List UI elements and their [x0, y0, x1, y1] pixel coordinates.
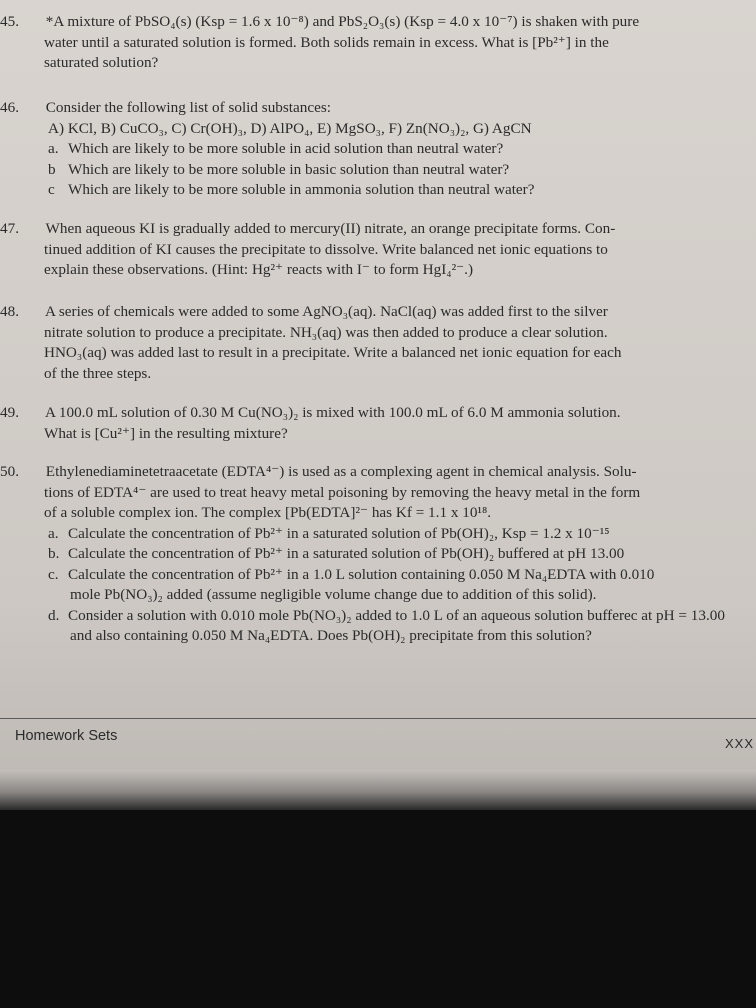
part-label: d.: [48, 606, 60, 624]
problem-part: [22, 160, 752, 181]
footer-section-title: Homework Sets: [15, 728, 118, 744]
problem-line: A series of chemicals were added to some AgNO₃(aq). NaCl(aq) was added first to the silver: [44, 303, 608, 320]
part-text: Calculate the concentration of Pb²⁺ in a saturated solution of Pb(OH)₂ buffered at pH 13.00: [68, 545, 625, 562]
problem-47: [0, 219, 752, 281]
problem-line: water until a saturated solution is formed. Both solids remain in excess. What is [Pb²⁺] in the: [44, 33, 609, 51]
problem-number: 49.: [0, 404, 19, 421]
part-label: b: [48, 160, 56, 178]
problem-line: When aqueous KI is gradually added to mercury(II) nitrate, an orange precipitate forms. Con-: [45, 220, 616, 237]
problem-line: saturated solution?: [44, 54, 159, 71]
substance-list: A) KCl, B) CuCO₃, C) Cr(OH)₃, D) AlPO₄, E) MgSO₃, F) Zn(NO₃)₂, G) AgCN: [48, 119, 532, 137]
part-text: Which are likely to be more soluble in acid solution than neutral water?: [68, 140, 504, 157]
problem-line: tions of EDTA⁴⁻ are used to treat heavy metal poisoning by removing the heavy metal in the form: [44, 483, 641, 501]
problem-49: [0, 403, 752, 444]
problem-line: tinued addition of KI causes the precipitate to dissolve. Write balanced net ionic equations to: [44, 240, 608, 258]
part-text: Which are likely to be more soluble in ammonia solution than neutral water?: [68, 181, 535, 198]
part-text: Calculate the concentration of Pb²⁺ in a 1.0 L solution containing 0.050 M Na₄EDTA with 0.010 mole Pb(NO₃)₂ added (assume negligible volume change due to addition of this solid).: [68, 565, 655, 603]
part-label: c: [48, 181, 55, 198]
problem-48: [0, 302, 752, 384]
problem-line: nitrate solution to produce a precipitate. NH₃(aq) was then added to produce a clear solution.: [44, 323, 608, 341]
problem-45: [0, 12, 752, 74]
footer-divider: [0, 718, 756, 719]
problem-line: of a soluble complex ion. The complex [Pb(EDTA]²⁻ has Kf = 1.1 x 10¹⁸.: [44, 504, 492, 521]
part-label: c.: [48, 565, 59, 583]
problem-line: Ethylenediaminetetraacetate (EDTA⁴⁻) is used as a complexing agent in chemical analysis. Solu-: [45, 463, 637, 480]
problem-line: HNO₃(aq) was added last to result in a precipitate. Write a balanced net ionic equation for each: [44, 344, 622, 361]
problem-line: *A mixture of PbSO₄(s) (Ksp = 1.6 x 10⁻⁸) and PbS₂O₃(s) (Ksp = 4.0 x 10⁻⁷) is shaken with pure: [45, 13, 640, 30]
page-edge-shadow: [0, 770, 756, 810]
part-text: Calculate the concentration of Pb²⁺ in a saturated solution of Pb(OH)₂, Ksp = 1.2 x 10⁻¹⁵: [68, 524, 610, 542]
part-label: a.: [48, 524, 59, 542]
problem-number: 47.: [0, 220, 19, 237]
problem-part: [22, 544, 752, 565]
problem-part: [22, 139, 752, 160]
problem-line: A 100.0 mL solution of 0.30 M Cu(NO₃)₂ is mixed with 100.0 mL of 6.0 M ammonia solution.: [44, 404, 621, 421]
footer-page-number: XXX: [724, 736, 754, 751]
part-label: a.: [48, 140, 59, 157]
problem-part: [22, 565, 752, 606]
problem-line: explain these observations. (Hint: Hg²⁺ reacts with I⁻ to form HgI₄²⁻.): [44, 261, 474, 278]
problem-46: [0, 98, 752, 201]
problem-number: 50.: [0, 463, 19, 480]
problem-part: [22, 606, 752, 647]
part-label: b.: [48, 545, 60, 562]
problem-line: What is [Cu²⁺] in the resulting mixture?: [44, 424, 288, 442]
part-text: Which are likely to be more soluble in basic solution than neutral water?: [68, 160, 510, 178]
problem-line: Consider the following list of solid substances:: [45, 99, 331, 116]
problem-line: of the three steps.: [44, 364, 152, 382]
problem-50: [0, 462, 752, 647]
problem-part: [22, 524, 752, 545]
problem-number: 45.: [0, 13, 19, 30]
problem-part: [22, 180, 752, 201]
problem-number: 46.: [0, 99, 19, 116]
part-text: Consider a solution with 0.010 mole Pb(NO₃)₂ added to 1.0 L of an aqueous solution bufferec at pH = 13.00 and also containing 0.050 M Na₄EDTA. Does Pb(OH)₂ precipitate from this solution?: [68, 606, 725, 644]
problem-number: 48.: [0, 303, 19, 320]
